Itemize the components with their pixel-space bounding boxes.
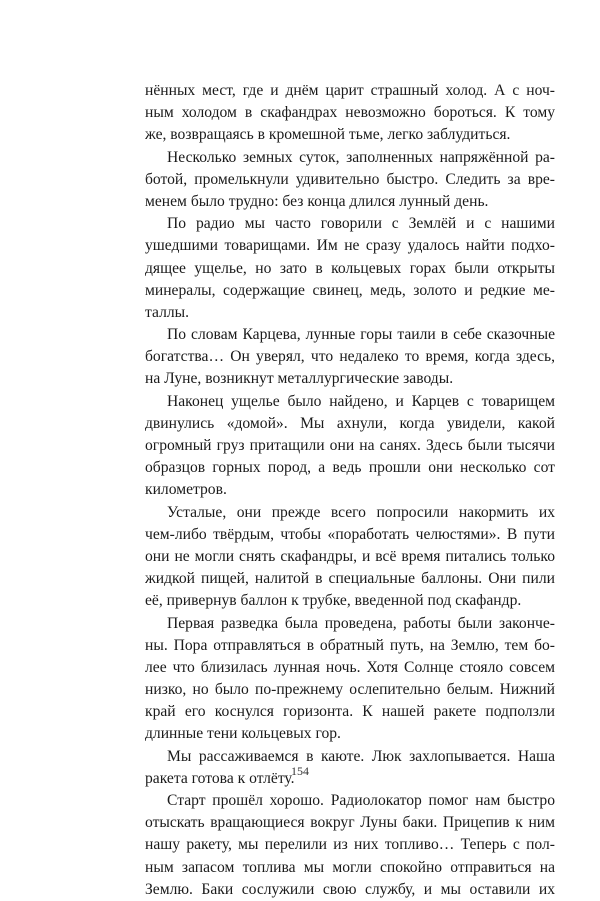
text-line: край его коснулся горизонта. К нашей ракете подползли (145, 703, 555, 721)
text-line: Усталые, они прежде всего попросили накормить их (167, 503, 555, 521)
text-line: таллы. (145, 303, 190, 321)
text-line: они не могли снять скафандры, и всё время питались только (145, 547, 555, 565)
text-line: ботой, промелькнули удивительно быстро. Следить за вре- (145, 170, 555, 188)
text-line: Землю. Баки сослужили свою службу, и мы оставили их (145, 880, 555, 898)
text-line: ушедшими товарищами. Им не сразу удалось найти подхо- (145, 237, 555, 255)
text-line: ракета готова к отлёту. (145, 769, 295, 787)
text-line: нённых мест, где и днём царит страшный холод. А с ноч- (145, 82, 555, 99)
text-line: километров. (145, 481, 227, 499)
text-line: Несколько земных суток, заполненных напряжённой ра- (167, 148, 555, 166)
text-line: Мы рассаживаемся в каюте. Люк захлопывается. Наша (167, 747, 555, 765)
text-line: По словам Карцева, лунные горы таили в себе сказочные (167, 326, 555, 344)
text-line: образцов горных пород, а ведь прошли они несколько сот (145, 459, 555, 477)
text-line: менем было трудно: без конца длился лунный день. (145, 192, 489, 210)
text-line: По радио мы часто говорили с Землёй и с нашими (167, 215, 555, 233)
page-number: 154 (291, 764, 309, 778)
text-line: ным холодом в скафандрах невозможно бороться. К тому (145, 104, 555, 122)
text-line: жидкой пищей, налитой в специальные баллоны. Они пили (145, 570, 555, 588)
text-line: Старт прошёл хорошо. Радиолокатор помог нам быстро (167, 792, 555, 809)
text-line: длинные тени кольцевых гор. (145, 725, 341, 743)
text-line: Наконец ущелье было найдено, и Карцев с товарищем (167, 392, 555, 410)
text-line: Первая разведка была проведена, работы были закончe- (167, 614, 555, 632)
text-line: двинулись «домой». Мы ахнули, когда увидели, какой (145, 414, 555, 432)
text-line: богатства… Он уверял, что недалеко то время, когда здесь, (145, 348, 555, 366)
text-line: огромный груз притащили они на санях. Здесь были тысячи (145, 437, 555, 454)
text-line: же, возвращаясь в кромешной тьме, легко заблудиться. (145, 126, 511, 144)
text-line: минералы, содержащие свинец, медь, золото и редкие ме- (145, 281, 555, 299)
text-line: низко, но было по-прежнему ослепительно белым. Нижний (145, 681, 555, 699)
text-line: дящее ущелье, но зато в кольцевых горах были открыты (145, 259, 555, 277)
text-line: ны. Пора отправляться в обратный путь, на Землю, тем бо- (145, 636, 555, 654)
text-line: отыскать вращающиеся вокруг Луны баки. Прицепив к ним (145, 814, 555, 832)
text-line: ным запасом топлива мы могли спокойно отправиться на (145, 858, 555, 876)
text-line: её, привернув баллон к трубке, введенной под скафандр. (145, 592, 522, 610)
text-line: нашу ракету, мы перелили из них топливо… Теперь с пол- (145, 836, 555, 854)
text-line: чем-либо твёрдым, чтобы «поработать челюстями». В пути (145, 525, 555, 543)
text-line: на Луне, возникнут металлургические заводы. (145, 370, 454, 388)
text-line: лее что близилась лунная ночь. Хотя Солнце стояло совсем (145, 658, 555, 676)
